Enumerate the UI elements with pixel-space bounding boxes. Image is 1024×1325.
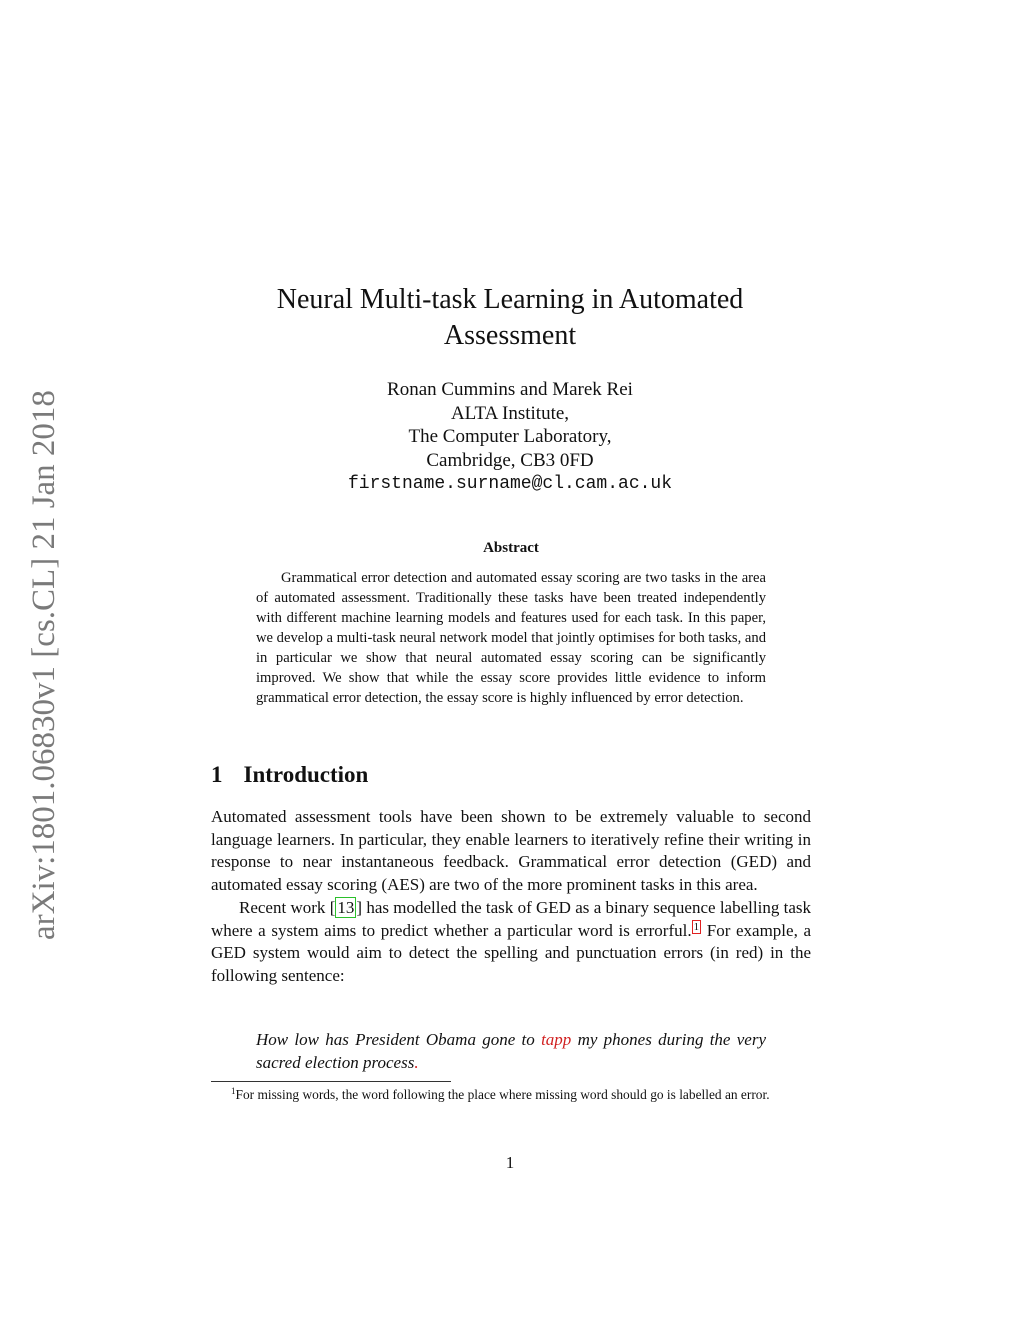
footnote-1 — [211, 1085, 811, 1104]
affiliation-line-2: The Computer Laboratory, — [408, 426, 612, 447]
footnote-divider — [211, 1081, 451, 1082]
affiliation-line-1: ALTA Institute, — [450, 402, 570, 424]
section-title: Introduction — [243, 762, 369, 787]
example-text-middle: my phones during the very sacred election process — [256, 1030, 767, 1072]
page-number: 1 — [505, 1153, 515, 1172]
footnote-link-1[interactable]: 1 — [693, 920, 700, 933]
intro-paragraph-2-start: Recent work [ — [239, 897, 336, 917]
affiliation-line-3: Cambridge, CB3 0FD — [426, 449, 594, 471]
abstract-body: Grammatical error detection and automated essay scoring are two tasks in the area of automated assessment. Traditionally these tasks have been treated independently with different machine learning models and features used for each task. In this paper, we develop a multi-task neural network model that jointly optimises for both tasks, and in particular we show that neural automated essay scoring can be significantly improved. We show that while the essay score provides little evidence to inform grammatical error detection, the essay score is highly influenced by error detection. — [256, 570, 766, 706]
paper-title: Neural Multi-task Learning in Automated Assessment — [276, 284, 744, 351]
citation-link-13[interactable]: 13 — [337, 897, 355, 917]
abstract-heading: Abstract — [483, 540, 539, 556]
author-email: firstname.surname@cl.cam.ac.uk — [347, 474, 673, 494]
footnote-text: For missing words, the word following the place where missing word should go is labelled an error. — [235, 1087, 770, 1102]
intro-paragraph-2-middle: ] has modelled the task of GED as a binary sequence labelling task where a system aims to predict whether a particular word is errorful. — [211, 897, 811, 940]
section-heading-introduction — [211, 760, 811, 790]
example-sentence — [256, 1029, 766, 1074]
author-block — [210, 378, 810, 497]
example-error-punctuation: . — [414, 1052, 419, 1072]
arxiv-stamp-text: arXiv:1801.06830v1 [cs.CL] 21 Jan 2018 — [26, 390, 62, 940]
intro-paragraph-2-end: For example, a GED system would aim to detect the spelling and punctuation errors (in red) in the following sentence: — [211, 920, 811, 985]
footnote-mark: 1 — [231, 1086, 236, 1096]
example-text-before: How low has President Obama gone to — [256, 1030, 542, 1049]
introduction-body — [211, 806, 811, 988]
intro-paragraph-2 — [211, 897, 811, 988]
author-names: Ronan Cummins and Marek Rei — [387, 379, 633, 400]
example-error-word: tapp — [541, 1030, 572, 1049]
intro-paragraph-1: Automated assessment tools have been shown to be extremely valuable to second language learners. In particular, they enable learners to iteratively refine their writing in response to near instantaneous feedback. Grammatical error detection (GED) and automated essay scoring (AES) are two of the more prominent tasks in this area. — [211, 807, 811, 895]
section-number: 1 — [211, 762, 223, 787]
arxiv-stamp — [24, 364, 64, 940]
